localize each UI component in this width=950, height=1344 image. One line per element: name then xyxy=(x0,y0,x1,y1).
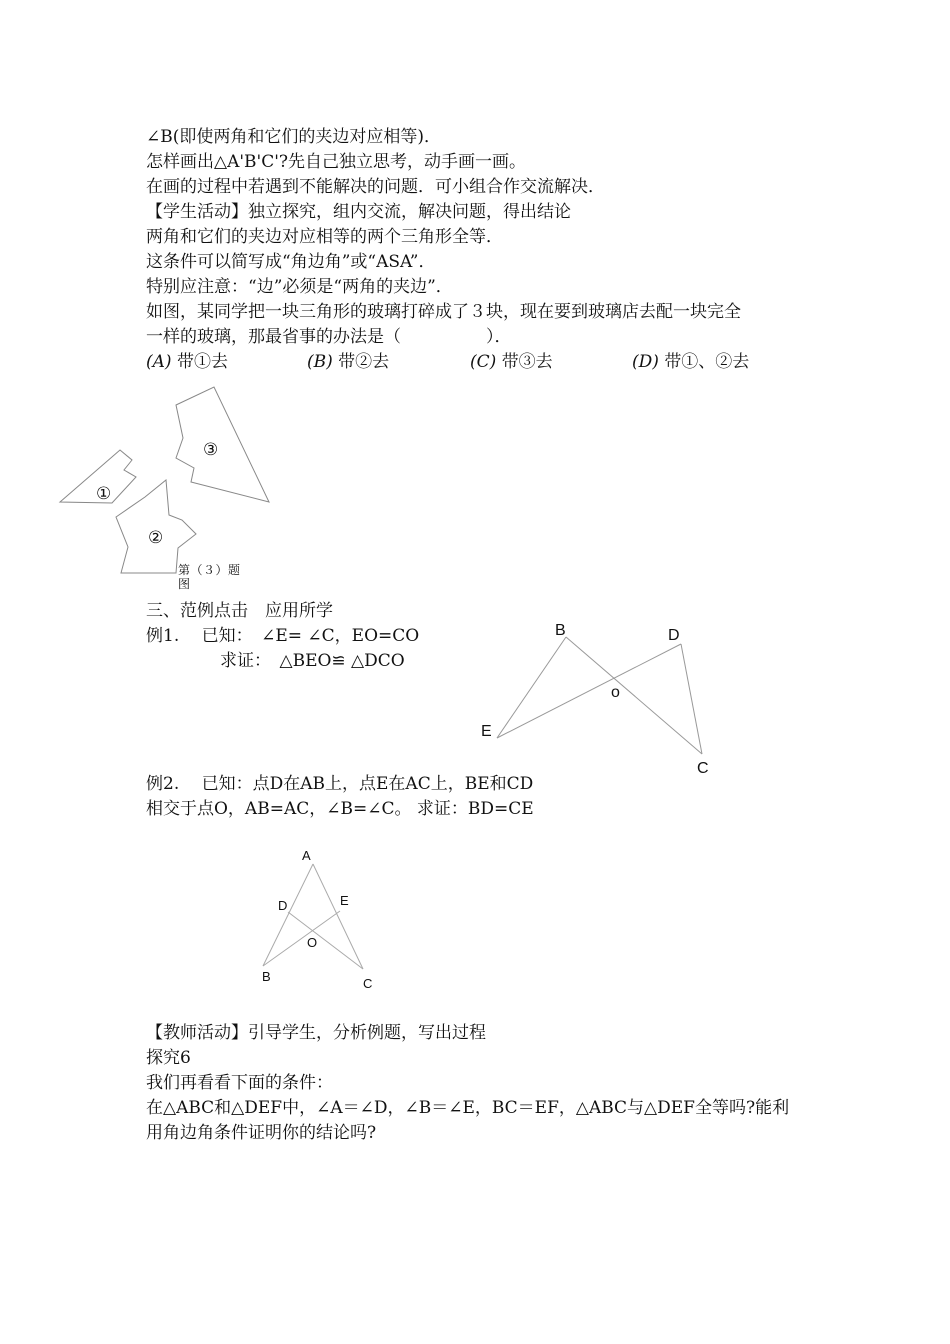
text-line-2: 怎样画出△A'B'C'?先自己独立思考，动手画一画。 xyxy=(146,152,526,172)
example-2-line-1: 例2. 已知：点D在AB上，点E在AC上，BE和CD xyxy=(146,774,534,794)
student-activity-line: 【学生活动】独立探究，组内交流，解决问题，得出结论 xyxy=(146,202,571,222)
segment-be xyxy=(263,911,340,966)
teacher-activity-line: 【教师活动】引导学生，分析例题，写出过程 xyxy=(146,1023,486,1043)
label-b: B xyxy=(555,622,566,639)
label-e: E xyxy=(340,893,349,908)
label-e: E xyxy=(481,723,492,740)
explore-6-heading: 探究6 xyxy=(146,1048,191,1068)
text-line-5: 两角和它们的夹边对应相等的两个三角形全等． xyxy=(146,227,503,247)
example-2-line-2: 相交于点O，AB=AC，∠B=∠C。 求证：BD=CE xyxy=(146,799,534,819)
option-c-letter: (C) xyxy=(470,352,497,372)
option-a-text: 带①去 xyxy=(176,352,228,372)
option-b-text: 带②去 xyxy=(338,352,390,372)
figure-3-caption: 第（３）题图 xyxy=(178,563,241,591)
option-d-letter: (D) xyxy=(632,352,659,372)
example-1-given: 例1. 已知： ∠E= ∠C，EO=CO xyxy=(146,626,420,646)
segment-ab xyxy=(263,864,313,966)
section-3-heading: 三、范例点击 应用所学 xyxy=(146,601,333,621)
option-b-letter: (B) xyxy=(307,352,333,372)
label-b: B xyxy=(262,969,271,984)
text-line-6: 这条件可以简写成“角边角”或“ASA”． xyxy=(146,252,436,272)
option-c-text: 带③去 xyxy=(501,352,553,372)
piece-2-label: ② xyxy=(148,528,164,548)
text-line-1: ∠B(即使两角和它们的夹边对应相等)． xyxy=(146,127,442,147)
label-d: D xyxy=(668,627,680,644)
conditions-line: 我们再看看下面的条件： xyxy=(146,1073,333,1093)
label-d: D xyxy=(278,898,288,913)
label-c: C xyxy=(697,760,709,777)
label-o: o xyxy=(611,684,620,701)
option-d-text: 带①、②去 xyxy=(664,352,750,372)
option-a-letter: (A) xyxy=(146,352,172,372)
text-line-3: 在画的过程中若遇到不能解决的问题．可小组合作交流解决． xyxy=(146,177,605,197)
piece-1-label: ① xyxy=(96,484,112,504)
label-a: A xyxy=(302,848,311,863)
example-1-prove: 求证： △BEO≌ △DCO xyxy=(220,651,405,671)
piece-3-label: ③ xyxy=(203,440,219,460)
segment-ac xyxy=(313,864,363,969)
question-line-2: 用角边角条件证明你的结论吗? xyxy=(146,1123,377,1143)
label-c: C xyxy=(363,976,373,991)
label-o: O xyxy=(307,935,318,950)
problem-line-2: 一样的玻璃，那最省事的办法是（ ）． xyxy=(146,327,512,347)
text-line-7: 特别应注意：“边”必须是“两角的夹边”． xyxy=(146,277,453,297)
problem-line-1: 如图，某同学把一块三角形的玻璃打碎成了３块，现在要到玻璃店去配一块完全 xyxy=(146,302,741,322)
question-line-1: 在△ABC和△DEF中，∠A＝∠D，∠B＝∠E，BC＝EF，△ABC与△DEF全等吗?能利 xyxy=(146,1098,790,1118)
